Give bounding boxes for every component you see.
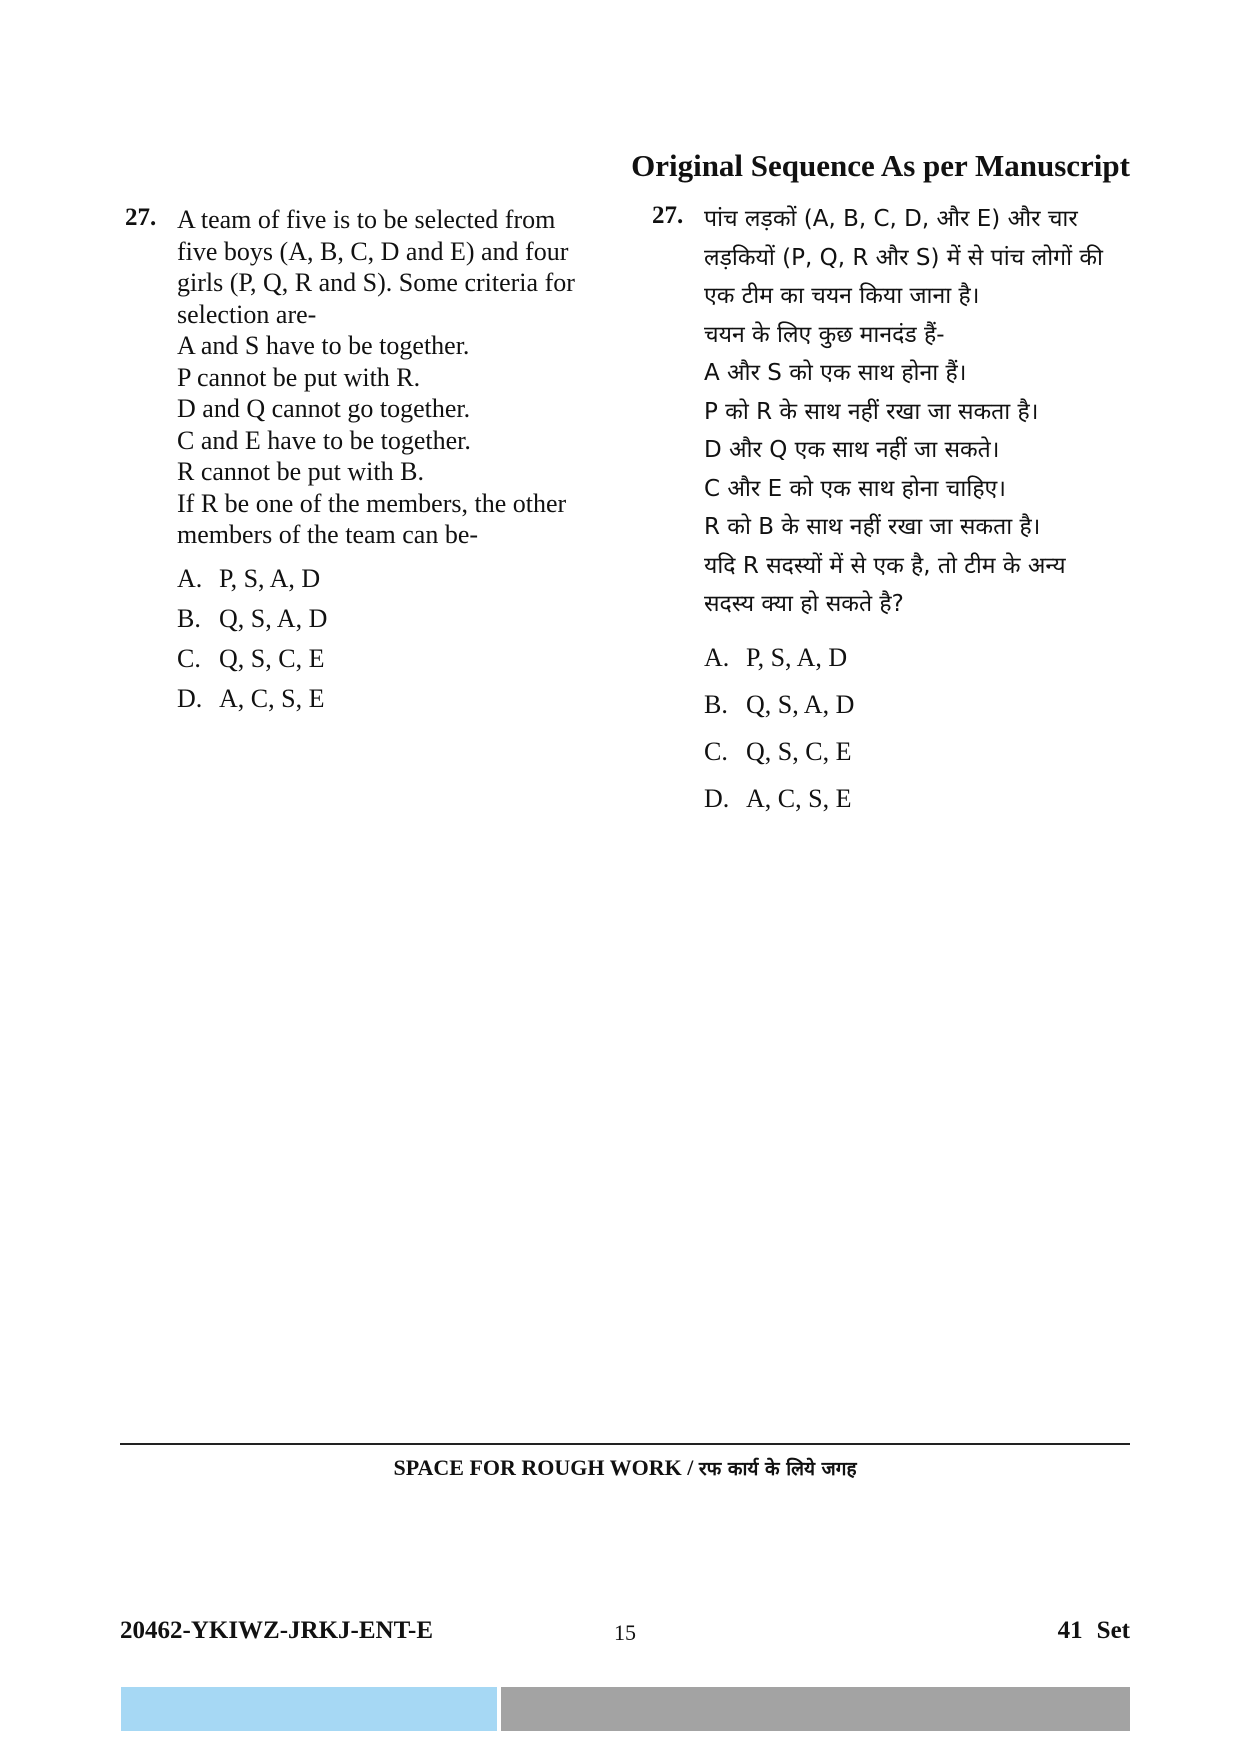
footer-bar-blue <box>121 1687 497 1731</box>
question-line: selection are- <box>177 299 317 329</box>
question-line: C और E को एक साथ होना चाहिए। <box>704 475 1006 502</box>
option-label: A. <box>177 563 203 593</box>
question-line: A और S को एक साथ होना हैं। <box>704 360 967 386</box>
rough-work-hindi: रफ कार्य के लिये जगह <box>698 1458 857 1480</box>
page-title: Original Sequence As per Manuscript <box>631 148 1130 183</box>
question-line: एक टीम का चयन किया जाना है। <box>704 283 980 309</box>
option-label: D. <box>177 683 203 713</box>
question-line: C and E have to be together. <box>177 425 471 455</box>
page-number: 15 <box>614 1620 636 1645</box>
question-text-hindi <box>704 200 1144 822</box>
option-text: P, S, A, D <box>746 642 848 672</box>
option-text: Q, S, A, D <box>746 689 855 719</box>
question-line: If R be one of the members, the other <box>177 488 567 518</box>
options-list-hindi <box>704 634 1144 822</box>
option-a <box>177 559 627 599</box>
question-line: girls (P, Q, R and S). Some criteria for <box>177 268 575 297</box>
question-line: D और Q एक साथ नहीं जा सकते। <box>704 437 1000 463</box>
question-line: लड़कियों (P, Q, R और S) में से पांच लोगों की <box>704 244 1103 271</box>
question-line: P cannot be put with R. <box>177 362 421 392</box>
option-c <box>704 728 1144 775</box>
question-line: D and Q cannot go together. <box>177 394 471 423</box>
question-line: A team of five is to be selected from <box>177 205 556 234</box>
option-a <box>704 634 1144 681</box>
option-c <box>177 639 627 679</box>
question-text-english <box>177 204 627 719</box>
set-indicator <box>980 1617 1130 1645</box>
question-line: members of the team can be- <box>177 520 479 549</box>
option-label: A. <box>704 642 730 672</box>
question-line: सदस्य क्या हो सकते है? <box>704 591 904 617</box>
option-text: A, C, S, E <box>746 783 852 813</box>
question-line: R cannot be put with B. <box>177 457 424 486</box>
option-b <box>704 681 1144 728</box>
option-label: C. <box>704 736 728 766</box>
options-list-english <box>177 559 627 719</box>
option-text: A, C, S, E <box>219 683 325 713</box>
option-label: B. <box>177 603 201 633</box>
set-number: 41 <box>1057 1617 1083 1644</box>
option-label: B. <box>704 689 728 719</box>
question-number: 27. <box>652 202 684 229</box>
option-b <box>177 599 627 639</box>
question-line: A and S have to be together. <box>177 331 470 360</box>
option-text: Q, S, C, E <box>219 643 325 673</box>
rough-work-english: SPACE FOR ROUGH WORK / <box>393 1455 699 1480</box>
rough-work-label <box>120 1455 1130 1481</box>
question-line: R को B के साथ नहीं रखा जा सकता है। <box>704 514 1041 540</box>
set-label: Set <box>1096 1617 1130 1644</box>
question-line: चयन के लिए कुछ मानदंड हैं- <box>704 321 945 348</box>
paper-code: 20462-YKIWZ-JRKJ-ENT-E <box>120 1617 433 1644</box>
option-text: Q, S, C, E <box>746 736 852 766</box>
question-line: P को R के साथ नहीं रखा जा सकता है। <box>704 398 1039 425</box>
question-number: 27. <box>125 204 157 231</box>
option-label: D. <box>704 783 730 813</box>
footer-bar-gray <box>501 1687 1130 1731</box>
rough-work-divider <box>120 1443 1130 1445</box>
option-text: Q, S, A, D <box>219 603 328 633</box>
option-d <box>704 775 1144 822</box>
option-text: P, S, A, D <box>219 563 321 593</box>
question-line: पांच लड़कों (A, B, C, D, और E) और चार <box>704 206 1078 232</box>
question-line: यदि R सदस्यों में से एक है, तो टीम के अन्य <box>704 552 1066 579</box>
option-d <box>177 679 627 719</box>
question-line: five boys (A, B, C, D and E) and four <box>177 236 569 266</box>
option-label: C. <box>177 643 201 673</box>
